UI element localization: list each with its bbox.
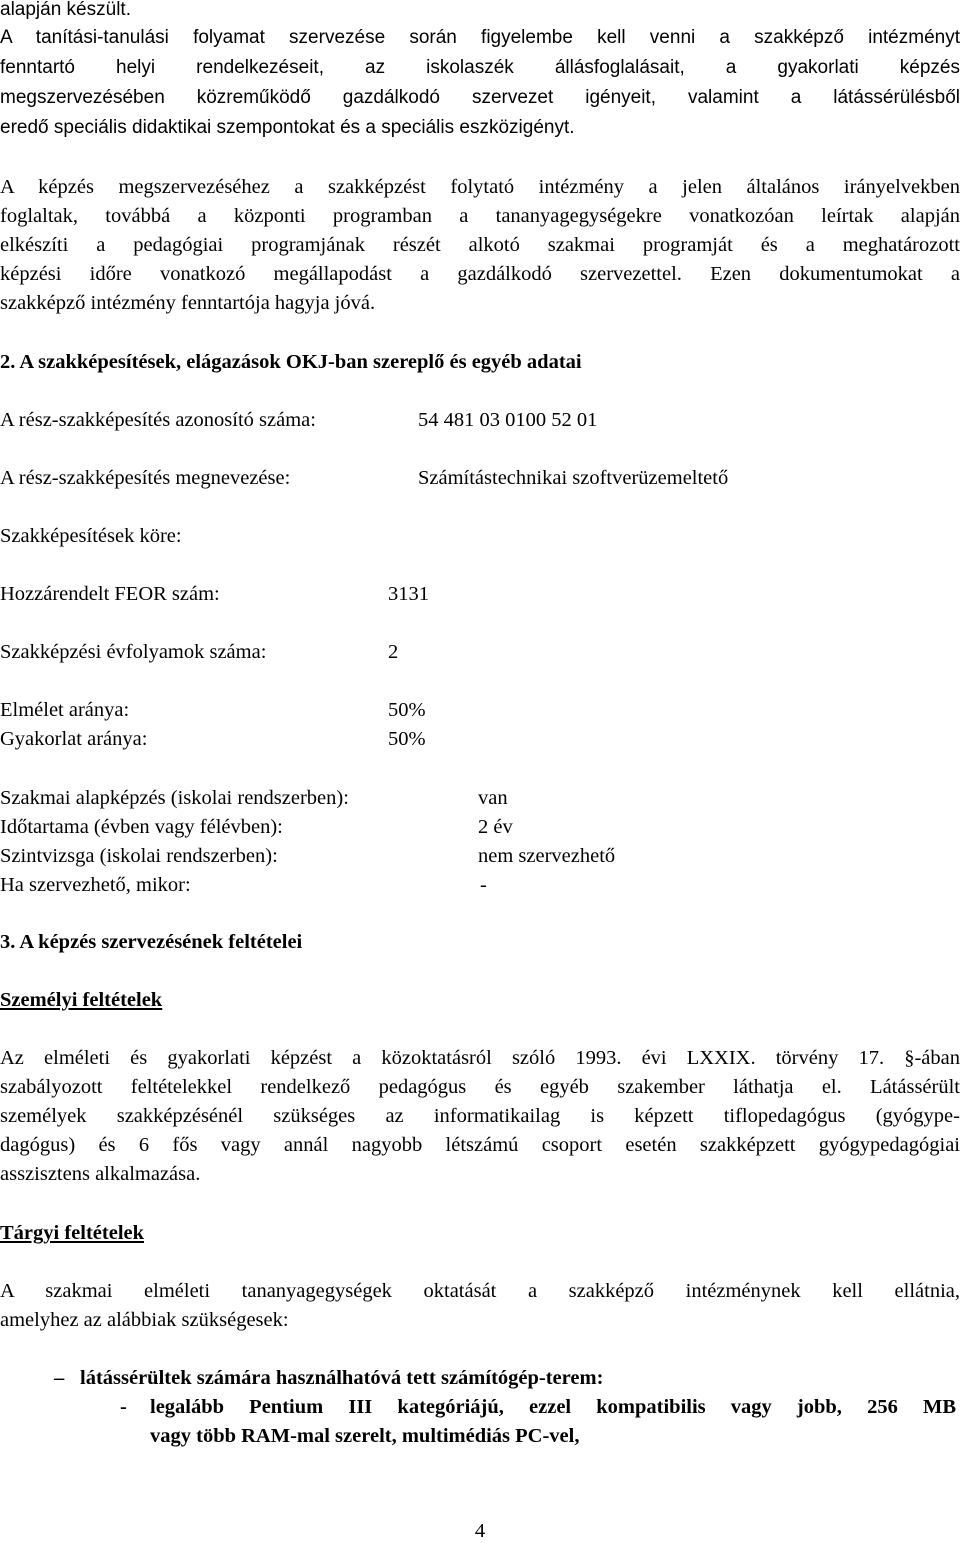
text-line: szakképző intézmény fenntartója hagyja jóvá. <box>0 292 376 314</box>
text-line: elkészíti a pedagógiai programjának részét alkotó szakmai programját és a meghatározott <box>0 234 960 256</box>
page-number: 4 <box>474 1520 486 1542</box>
feor-value: 3131 <box>388 583 429 605</box>
sub-bullet-line-2: vagy több RAM-mal szerelt, multimédiás PC-vel, <box>150 1425 580 1447</box>
id-value: 54 481 03 0100 52 01 <box>418 409 598 431</box>
years-value: 2 <box>388 641 399 663</box>
id-label: A rész-szakképesítés azonosító száma: <box>0 409 316 431</box>
section-3-heading: 3. A képzés szervezésének feltételei <box>0 931 303 953</box>
practice-label: Gyakorlat aránya: <box>0 728 148 750</box>
feor-label: Hozzárendelt FEOR szám: <box>0 583 220 605</box>
text-line: foglaltak, továbbá a központi programban a tananyagegységekre vonatkozóan leírtak alapján <box>0 205 960 227</box>
text-line: fenntartó helyi rendelkezéseit, az iskolaszék állásfoglalásait, a gyakorlati képzés <box>0 57 960 78</box>
bullet-text: látássérültek számára használhatóvá tett számítógép-terem: <box>80 1367 604 1389</box>
section-2-heading: 2. A szakképesítések, elágazások OKJ-ban szereplő és egyéb adatai <box>0 351 582 373</box>
text-line: A tanítási-tanulási folyamat szervezése során figyelembe kell venni a szakképző intézményt <box>0 27 960 48</box>
text-line: A szakmai elméleti tananyagegységek oktatását a szakképző intézménynek kell ellátnia, <box>0 1280 960 1302</box>
text-line: személyek szakképzésénél szükséges az informatikailag is képzett tiflopedagógus (gyógype- <box>0 1105 960 1127</box>
scope-label: Szakképesítések köre: <box>0 525 182 547</box>
name-value: Számítástechnikai szoftverüzemeltető <box>418 467 729 489</box>
personal-conditions-heading: Személyi feltételek <box>0 989 163 1011</box>
duration-label: Időtartama (évben vagy félévben): <box>0 816 283 838</box>
practice-value: 50% <box>388 728 426 750</box>
material-conditions-heading: Tárgyi feltételek <box>0 1222 145 1244</box>
sub-bullet-line-1: legalább Pentium III kategóriájú, ezzel kompatibilis vagy jobb, 256 MB <box>150 1396 956 1418</box>
text-line: megszervezésében közreműködő gazdálkodó szervezet igényeit, valamint a látássérülésből <box>0 87 960 108</box>
text-line: A képzés megszervezéséhez a szakképzést folytató intézmény a jelen általános irányelvekben <box>0 176 960 198</box>
level-exam-label: Szintvizsga (iskolai rendszerben): <box>0 845 278 867</box>
text-line: dagógus) és 6 fős vagy annál nagyobb létszámú csoport esetén szakképzett gyógypedagógiai <box>0 1134 960 1156</box>
text-line: képzési időre vonatkozó megállapodást a gazdálkodó szervezettel. Ezen dokumentumokat a <box>0 263 960 285</box>
bullet-dash: – <box>54 1367 65 1389</box>
basic-training-label: Szakmai alapképzés (iskolai rendszerben): <box>0 787 349 809</box>
level-exam-value: nem szervezhető <box>478 845 616 867</box>
basic-training-value: van <box>478 787 508 809</box>
text-line: asszisztens alkalmazása. <box>0 1163 201 1185</box>
when-label: Ha szervezhető, mikor: <box>0 874 191 896</box>
text-line: eredő speciális didaktikai szempontokat és a speciális eszközigényt. <box>0 117 575 138</box>
sub-bullet-dash: - <box>120 1396 127 1418</box>
theory-label: Elmélet aránya: <box>0 699 130 721</box>
text-line: amelyhez az alábbiak szükségesek: <box>0 1309 289 1331</box>
text-line: Az elméleti és gyakorlati képzést a közoktatásról szóló 1993. évi LXXIX. törvény 17. §-ában <box>0 1047 960 1069</box>
years-label: Szakképzési évfolyamok száma: <box>0 641 267 663</box>
text-line: szabályozott feltételekkel rendelkező pedagógus és egyéb szakember láthatja el. Látássérült <box>0 1076 960 1098</box>
when-value: - <box>480 874 487 896</box>
name-label: A rész-szakképesítés megnevezése: <box>0 467 291 489</box>
intro-line-0: alapján készült. <box>0 0 131 20</box>
duration-value: 2 év <box>478 816 513 838</box>
theory-value: 50% <box>388 699 426 721</box>
